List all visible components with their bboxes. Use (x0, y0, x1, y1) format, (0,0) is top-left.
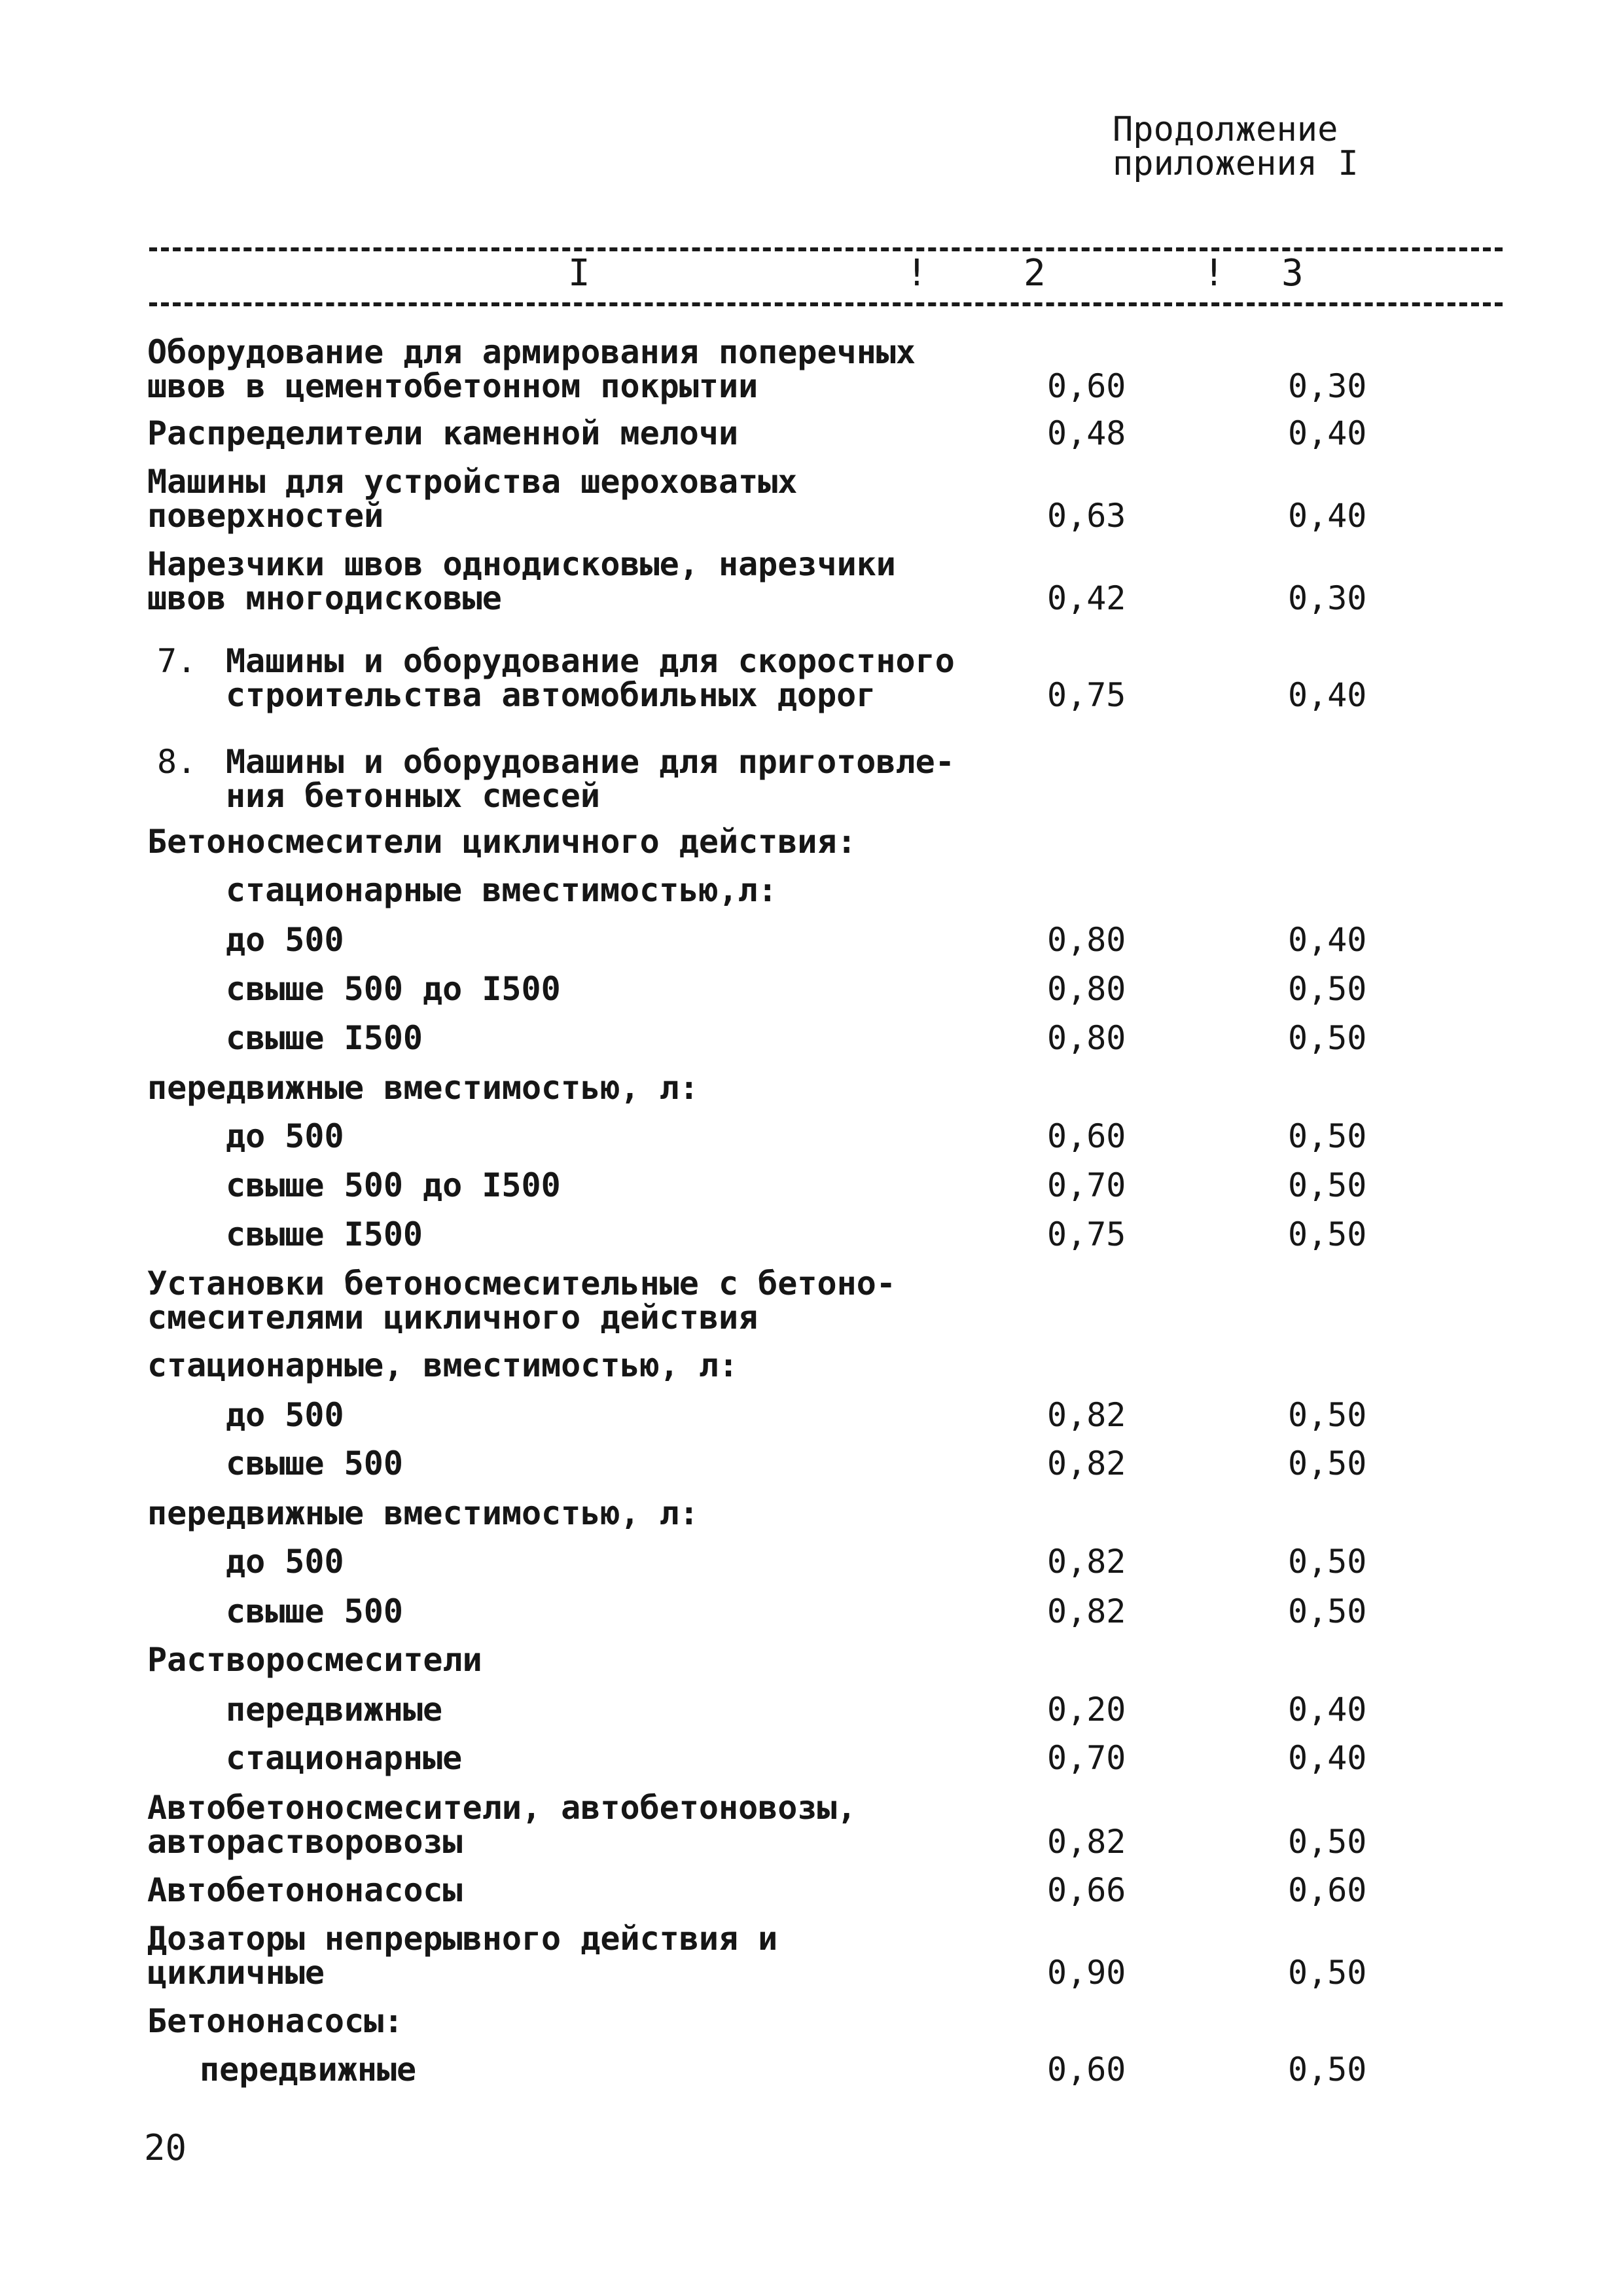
row-label: до 500 (226, 921, 344, 959)
row-value-col3: 0,50 (1288, 1823, 1367, 1861)
row-label: Автобетононасосы (147, 1871, 463, 1909)
row-label: Машины и оборудование для приготовле- ния бетонных смесей (226, 743, 955, 815)
row-value-col2: 0,82 (1047, 1543, 1126, 1581)
row-value-col2: 0,80 (1047, 1019, 1126, 1057)
row-label: Оборудование для армирования поперечных швов в цементобетонном покрытии (147, 333, 916, 405)
row-value-col3: 0,30 (1288, 367, 1367, 405)
row-value-col2: 0,82 (1047, 1444, 1126, 1482)
row-label: свыше 500 (226, 1592, 403, 1630)
row-value-col2: 0,75 (1047, 1215, 1126, 1253)
row-label: Дозаторы непрерывного действия и цикличные (147, 1920, 778, 1992)
header-bottom-rule (149, 302, 1503, 306)
page-number: 20 (144, 2127, 187, 2168)
row-value-col2: 0,70 (1047, 1739, 1126, 1777)
row-value-col2: 0,75 (1047, 676, 1126, 714)
row-value-col3: 0,50 (1288, 1396, 1367, 1434)
row-label: передвижные (226, 1691, 443, 1729)
row-label: свыше 500 до I500 (226, 970, 561, 1008)
header-top-rule (149, 247, 1503, 251)
row-label: передвижные вместимостью, л: (147, 1494, 699, 1532)
row-value-col2: 0,60 (1047, 367, 1126, 405)
row-value-col3: 0,50 (1288, 1954, 1367, 1992)
row-value-col2: 0,90 (1047, 1954, 1126, 1992)
row-value-col3: 0,50 (1288, 1019, 1367, 1057)
row-value-col2: 0,66 (1047, 1871, 1126, 1909)
row-label: Нарезчики швов однодисковые, нарезчики швов многодисковые (147, 545, 896, 617)
section-number: 7. (157, 642, 197, 680)
row-value-col2: 0,42 (1047, 579, 1126, 617)
row-label: Установки бетоносмесительные с бетоно- смесителями цикличного действия (147, 1265, 896, 1336)
row-value-col3: 0,50 (1288, 1444, 1367, 1482)
continuation-line-1: Продолжение (1113, 110, 1338, 149)
row-label: свыше 500 до I500 (226, 1166, 561, 1204)
row-label: передвижные (200, 2051, 417, 2089)
column-separator-1: ! (906, 252, 928, 295)
row-value-col2: 0,60 (1047, 1117, 1126, 1155)
section-number: 8. (157, 743, 197, 781)
row-value-col2: 0,60 (1047, 2051, 1126, 2089)
row-value-col2: 0,82 (1047, 1396, 1126, 1434)
row-value-col2: 0,80 (1047, 921, 1126, 959)
row-value-col3: 0,50 (1288, 1215, 1367, 1253)
continuation-note (1113, 110, 1359, 183)
row-label: Автобетоносмесители, автобетоновозы, авторастворовозы (147, 1789, 857, 1861)
row-value-col3: 0,40 (1288, 1739, 1367, 1777)
row-value-col2: 0,82 (1047, 1592, 1126, 1630)
row-label: свыше I500 (226, 1215, 423, 1253)
column-header-3: 3 (1281, 252, 1304, 295)
row-label: Бетононасосы: (147, 2002, 404, 2040)
row-label: свыше 500 (226, 1444, 403, 1482)
row-value-col2: 0,48 (1047, 414, 1126, 452)
row-label: стационарные вместимостью,л: (226, 871, 777, 909)
row-value-col3: 0,50 (1288, 1543, 1367, 1581)
row-label: Бетоносмесители цикличного действия: (147, 823, 857, 861)
continuation-line-2: приложения I (1113, 144, 1359, 183)
row-value-col3: 0,50 (1288, 2051, 1367, 2089)
row-label: до 500 (226, 1117, 344, 1155)
row-label: свыше I500 (226, 1019, 423, 1057)
row-value-col2: 0,80 (1047, 970, 1126, 1008)
row-value-col2: 0,20 (1047, 1691, 1126, 1729)
row-value-col2: 0,70 (1047, 1166, 1126, 1204)
row-label: до 500 (226, 1543, 344, 1581)
row-value-col3: 0,40 (1288, 414, 1367, 452)
row-label: передвижные вместимостью, л: (147, 1069, 699, 1107)
row-value-col3: 0,40 (1288, 497, 1367, 535)
row-label: Машины и оборудование для скоростного строительства автомобильных дорог (226, 642, 955, 714)
row-value-col3: 0,50 (1288, 1166, 1367, 1204)
column-header-1: I (568, 252, 590, 295)
row-value-col3: 0,30 (1288, 579, 1367, 617)
row-value-col3: 0,50 (1288, 1592, 1367, 1630)
row-value-col3: 0,40 (1288, 676, 1367, 714)
row-value-col2: 0,63 (1047, 497, 1126, 535)
row-value-col3: 0,50 (1288, 1117, 1367, 1155)
row-label: стационарные (226, 1739, 463, 1777)
column-header-2: 2 (1024, 252, 1046, 295)
row-value-col3: 0,40 (1288, 921, 1367, 959)
row-value-col3: 0,60 (1288, 1871, 1367, 1909)
column-separator-2: ! (1203, 252, 1225, 295)
row-label: Растворосмесители (147, 1641, 482, 1679)
row-value-col3: 0,50 (1288, 970, 1367, 1008)
row-label: стационарные, вместимостью, л: (147, 1346, 739, 1384)
row-label: до 500 (226, 1396, 344, 1434)
row-label: Распределители каменной мелочи (147, 414, 739, 452)
row-value-col2: 0,82 (1047, 1823, 1126, 1861)
row-value-col3: 0,40 (1288, 1691, 1367, 1729)
row-label: Машины для устройства шероховатых поверхностей (147, 463, 798, 535)
